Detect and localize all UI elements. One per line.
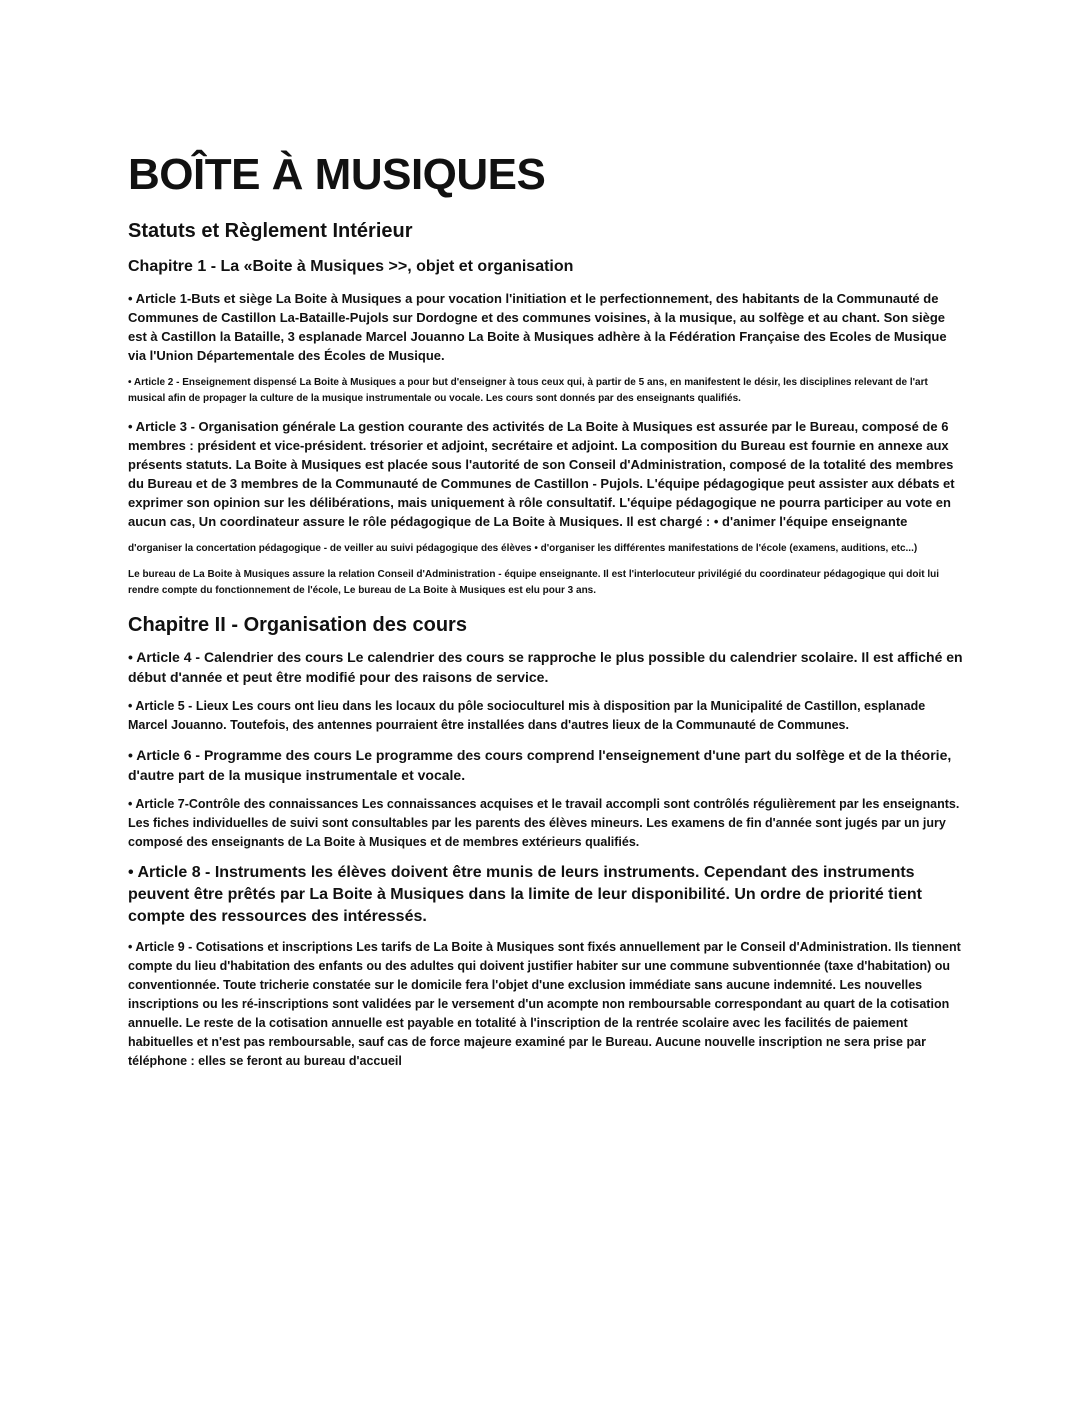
document-subtitle: Statuts et Règlement Intérieur (128, 219, 413, 242)
article-8-paragraph: • Article 8 - Instruments les élèves doivent être munis de leurs instruments. Cependant des instruments peuvent être prêtés par La Boite à Musiques dans la limite de leur disponibilité. Un ordre de priorité tient compte des ressources des intéressés. (128, 863, 922, 925)
article-4-paragraph: • Article 4 - Calendrier des cours Le calendrier des cours se rapproche le plus possible du calendrier scolaire. Il est affiché en début d'année et peut être modifié pour des raisons de service. (128, 648, 963, 685)
article-2-paragraph: • Article 2 - Enseignement dispensé La Boite à Musiques a pour but d'enseigner à tous ceux qui, à partir de 5 ans, en manifestent le désir, les disciplines relevant de l'art musical afin de propager la culture de la musique instrumentale ou vocale. Les cours sont donnés par des enseignants qualifiés. (128, 376, 928, 404)
chapter-2-heading: Chapitre II - Organisation des cours (128, 613, 467, 636)
article-3-continuation: d'organiser la concertation pédagogique - de veiller au suivi pédagogique des élèves • d'organiser les différentes manifestations de l'école (examens, auditions, etc...) (128, 542, 918, 554)
article-5-paragraph: • Article 5 - Lieux Les cours ont lieu dans les locaux du pôle socioculturel mis à disposition par la Municipalité de Castillon, esplanade Marcel Jouanno. Toutefois, des antennes pourraient être installées dans d'autres lieux de la Communauté de Communes. (128, 698, 926, 732)
article-9-paragraph: • Article 9 - Cotisations et inscriptions Les tarifs de La Boite à Musiques sont fixés annuellement par le Conseil d'Administration. Ils tiennent compte du lieu d'habitation des enfants ou des adultes qui doivent justifier habiter sur une commune subventionnée (taxe d'habitation) ou conventionnée. Toute tricherie constatée sur le domicile fera l'objet d'une exclusion immédiate sans aucune indemnité. Les nouvelles inscriptions ou les ré-inscriptions sont validées par le versement d'un acompte non remboursable correspondant au quart de la cotisation annuelle. Le reste de la cotisation annuelle est payable en totalité à l'inscription de la rentrée scolaire avec les facilités de paiement habituelles et n'est pas remboursable, sauf cas de force majeure examiné par le Bureau. Aucune nouvelle inscription ne sera prise par téléphone : elles se feront au bureau d'accueil (128, 939, 961, 1068)
document-title: BOÎTE À MUSIQUES (128, 150, 546, 199)
article-1-paragraph: • Article 1-Buts et siège La Boite à Musiques a pour vocation l'initiation et le perfectionnement, des habitants de la Communauté de Communes de Castillon La-Bataille-Pujols sur Dordogne et des communes voisines, à la musique, au solfège et au chant. Son siège est à Castillon la Bataille, 3 esplanade Marcel Jouanno La Boite à Musiques adhère à la Fédération Française des Ecoles de Musique via l'Union Départementale des Écoles de Musique. (128, 290, 947, 363)
article-3-bureau-paragraph: Le bureau de La Boite à Musiques assure la relation Conseil d'Administration - équipe enseignante. Il est l'interlocuteur privilégié du coordinateur pédagogique qui doit lui rendre compte du fonctionnement de l'école, Le bureau de La Boite à Musiques est elu pour 3 ans. (128, 568, 939, 596)
article-6-paragraph: • Article 6 - Programme des cours Le programme des cours comprend l'enseignement d'une part du solfège et de la théorie, d'autre part de la musique instrumentale et vocale. (128, 746, 952, 783)
article-3-paragraph: • Article 3 - Organisation générale La gestion courante des activités de La Boite à Musiques est assurée par le Bureau, composé de 6 membres : président et vice-président. trésorier et adjoint, secrétaire et adjoint. La composition du Bureau est fournie en annexe aux présents statuts. La Boite à Musiques est placée sous l'autorité de son Conseil d'Administration, composé de la totalité des membres du Bureau et de 3 membres de la Communauté de Communes de Castillon - Pujols. L'équipe pédagogique peut assister aux débats et exprimer son opinion sur les délibérations, mais uniquement à rôle consultatif. L'équipe pédagogique ne pourra participer au vote en aucun cas, Un coordinateur assure le rôle pédagogique de La Boite à Musiques. Il est chargé : • d'animer l'équipe enseignante (128, 418, 955, 529)
chapter-1-heading: Chapitre 1 - La «Boite à Musiques >>, objet et organisation (128, 257, 574, 275)
article-7-paragraph: • Article 7-Contrôle des connaissances Les connaissances acquises et le travail accompli sont contrôlés régulièrement par les enseignants. Les fiches individuelles de suivi sont consultables par les parents des élèves mineurs. Les examens de fin d'année sont jugés par un jury composé des enseignants de La Boite à Musiques et de membres extérieurs qualifiés. (128, 796, 960, 849)
document-page (128, 150, 963, 1081)
